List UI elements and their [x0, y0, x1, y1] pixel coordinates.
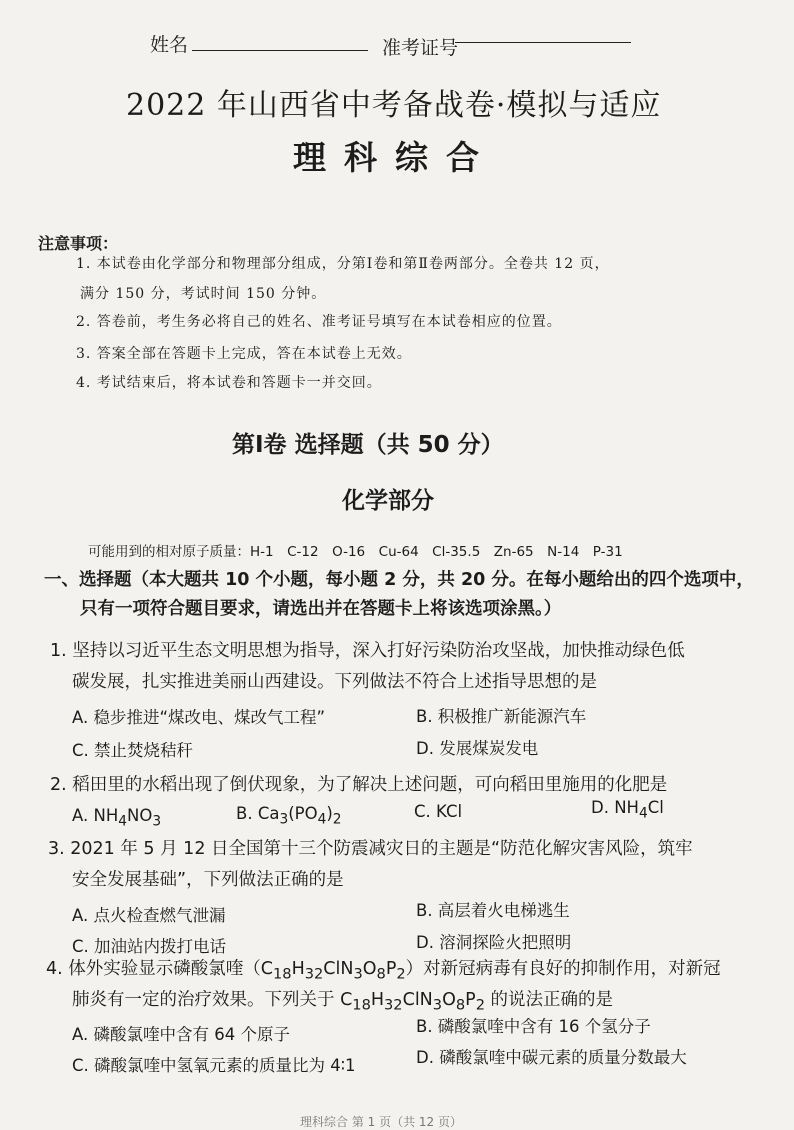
notice-item-3: 3. 答案全部在答题卡上完成，答在本试卷上无效。 [76, 346, 412, 362]
q3-option-a: A. 点火检查燃气泄漏 [72, 906, 226, 925]
q2-option-c [414, 802, 462, 821]
q1-option-c: C. 禁止焚烧秸秆 [72, 741, 194, 760]
name-label: 姓名 [150, 34, 189, 56]
q2-option-d: D. $NH_4Cl$ [591, 798, 664, 822]
q2-option-a-label: A. [72, 806, 89, 825]
q3-line-1: 3. 2021 年 5 月 12 日全国第十三个防震减灾日的主题是“防范化解灾害风险，筑牢 [48, 839, 693, 859]
exam-number-blank-line [455, 42, 631, 43]
q4-option-a: A. 磷酸氯喹中含有 64 个原子 [72, 1025, 290, 1044]
exam-number-label: 准考证号 [382, 37, 459, 59]
q4-line-2: 肺炎有一定的治疗效果。下列关于 $C_{18}H_{32}ClN_3O_8P_2$ 的说法正确的是 [72, 990, 614, 1014]
q1-option-a: A. 稳步推进“煤改电、煤改气工程” [72, 708, 326, 727]
q4-line-1: 4. 体外实验显示磷酸氯喹$(C_{18}H_{32}ClN_3O_8P_2)$对新冠病毒有良好的抑制作用，对新冠 [46, 959, 721, 983]
subject-title: 理科综合 [293, 138, 497, 177]
q1-line-2: 碳发展，扎实推进美丽山西建设。下列做法不符合上述指导思想的是 [72, 672, 597, 692]
name-blank-line [192, 50, 368, 51]
q3-option-b: B. 高层着火电梯逃生 [416, 901, 570, 920]
q1-line-1: 1. 坚持以习近平生态文明思想为指导，深入打好污染防治攻坚战，加快推动绿色低 [50, 641, 685, 661]
notice-item-4: 4. 考试结束后，将本试卷和答题卡一并交回。 [76, 375, 382, 391]
q3-option-c: C. 加油站内拨打电话 [72, 937, 227, 956]
q4-line-1-post: ）对新冠病毒有良好的抑制作用，对新冠 [405, 959, 721, 979]
q4-option-b: B. 磷酸氯喹中含有 16 个氢分子 [416, 1017, 651, 1036]
q2-option-b-label: B. [236, 804, 253, 823]
q2-option-d-label: D. [591, 798, 609, 817]
q4-line-2-pre: 肺炎有一定的治疗效果。下列关于 [72, 990, 335, 1010]
q2-option-a: A. $NH_4NO_3$ [72, 806, 162, 830]
exam-title: 2022 年山西省中考备战卷·模拟与适应 [126, 88, 662, 123]
q2-option-c-label: C. [414, 802, 431, 821]
q2-option-c-text: KCl [436, 802, 463, 821]
notice-item-1: 1. 本试卷由化学部分和物理部分组成，分第Ⅰ卷和第Ⅱ卷两部分。全卷共 12 页， [76, 256, 610, 272]
q4-line-2-post: 的说法正确的是 [490, 990, 614, 1010]
instructions-line-1: 一、选择题（本大题共 10 个小题，每小题 2 分，共 20 分。在每小题给出的四个选项中， [44, 570, 754, 590]
notice-item-1-cont: 满分 150 分，考试时间 150 分钟。 [80, 286, 327, 302]
q4-option-d: D. 磷酸氯喹中碳元素的质量分数最大 [416, 1048, 687, 1067]
part-title: 第Ⅰ卷 选择题（共 50 分） [232, 432, 504, 458]
notice-item-2: 2. 答卷前，考生务必将自己的姓名、准考证号填写在本试卷相应的位置。 [76, 314, 562, 330]
section-title: 化学部分 [342, 488, 434, 514]
page-footer: 理科综合 第 1 页（共 12 页） [300, 1115, 462, 1129]
q3-option-d: D. 溶洞探险火把照明 [416, 933, 572, 952]
notice-heading: 注意事项： [38, 234, 119, 253]
q4-option-c: C. 磷酸氯喹中氢氧元素的质量比为 4∶1 [72, 1056, 356, 1075]
instructions-line-2: 只有一项符合题目要求，请选出并在答题卡上将该选项涂黑。） [80, 599, 562, 619]
atomic-masses: 可能用到的相对原子质量：H-1 C-12 O-16 Cu-64 Cl-35.5 Zn-65 N-14 P-31 [88, 544, 623, 560]
q1-option-b: B. 积极推广新能源汽车 [416, 707, 587, 726]
q1-option-d: D. 发展煤炭发电 [416, 739, 539, 758]
q3-line-2: 安全发展基础”，下列做法正确的是 [72, 870, 344, 890]
q4-line-1-pre: 4. 体外实验显示磷酸氯喹（ [46, 959, 261, 979]
q2-option-b: B. $Ca_3(PO_4)_2$ [236, 804, 342, 828]
q2-line-1: 2. 稻田里的水稻出现了倒伏现象，为了解决上述问题，可向稻田里施用的化肥是 [50, 775, 668, 795]
